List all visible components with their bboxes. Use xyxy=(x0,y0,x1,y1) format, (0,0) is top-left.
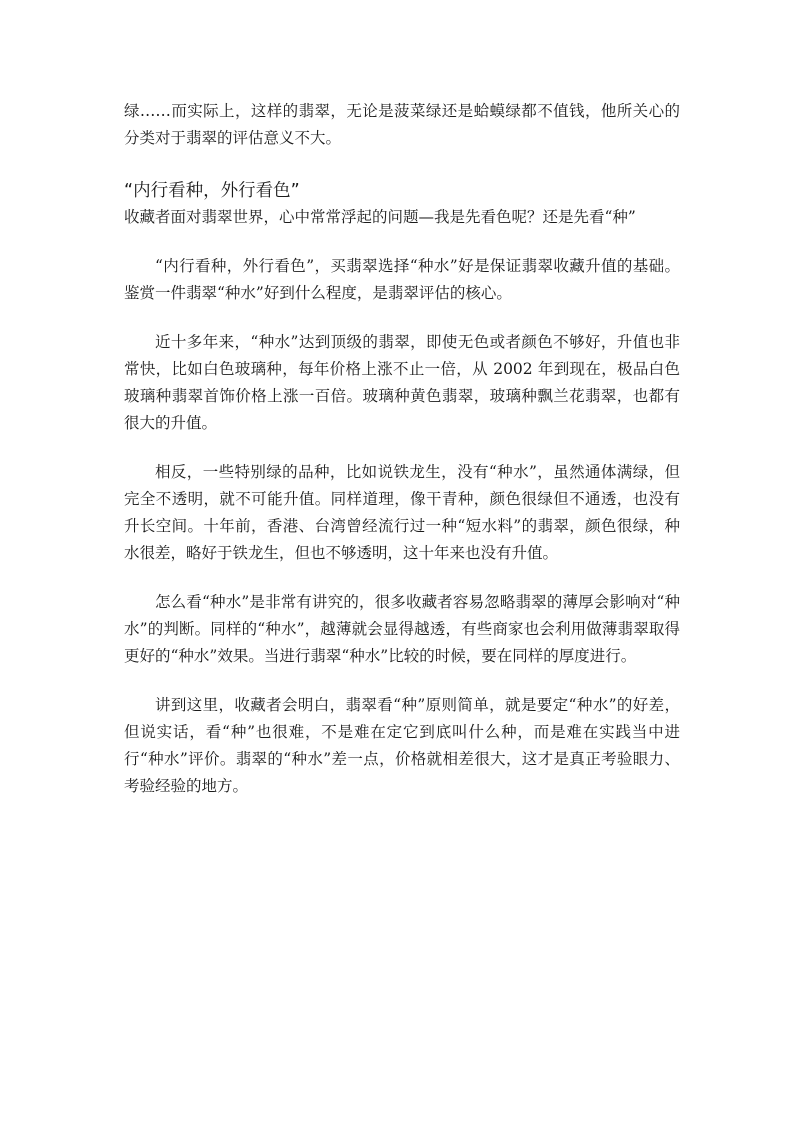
section-heading: “内行看种，外行看色” xyxy=(124,181,300,201)
question-paragraph: 收藏者面对翡翠世界，心中常常浮起的问题—我是先看色呢？还是先看“种” xyxy=(124,208,636,226)
body-paragraph-3: 相反，一些特别绿的品种，比如说铁龙生，没有“种水”，虽然通体满绿，但完全不透明，就不可能升值。同样道理，像干青种，颜色很绿但不通透，也没有升长空间。十年前，香港、台湾曾经流行过一种“短水料”的翡翠，颜色很绿，种水很差，略好于铁龙生，但也不够透明，这十年来也没有升值。 xyxy=(124,463,680,562)
body-paragraph-2: 近十多年来，“种水”达到顶级的翡翠，即使无色或者颜色不够好，升值也非常快，比如白色玻璃种，每年价格上涨不止一倍，从 2002 年到现在，极品白色玻璃种翡翠首饰价格上涨一百倍。玻璃种黄色翡翠，玻璃种飘兰花翡翠，也都有很大的升值。 xyxy=(124,333,680,432)
body-paragraph-1: “内行看种，外行看色”，买翡翠选择“种水”好是保证翡翠收藏升值的基础。鉴赏一件翡翠“种水”好到什么程度，是翡翠评估的核心。 xyxy=(124,257,680,302)
intro-paragraph: 绿……而实际上，这样的翡翠，无论是菠菜绿还是蛤蟆绿都不值钱，他所关心的分类对于翡翠的评估意义不大。 xyxy=(124,102,680,147)
body-paragraph-5: 讲到这里，收藏者会明白，翡翠看“种”原则简单，就是要定“种水”的好差，但说实话，看“种”也很难，不是难在定它到底叫什么种，而是难在实践当中进行“种水”评价。翡翠的“种水”差一点，价格就相差很大，这才是真正考验眼力、考验经验的地方。 xyxy=(124,696,680,795)
body-paragraph-4: 怎么看“种水”是非常有讲究的，很多收藏者容易忽略翡翠的薄厚会影响对“种水”的判断。同样的“种水”，越薄就会显得越透，有些商家也会利用做薄翡翠取得更好的“种水”效果。当进行翡翠“种水”比较的时候，要在同样的厚度进行。 xyxy=(124,593,680,665)
document-body xyxy=(124,98,680,822)
